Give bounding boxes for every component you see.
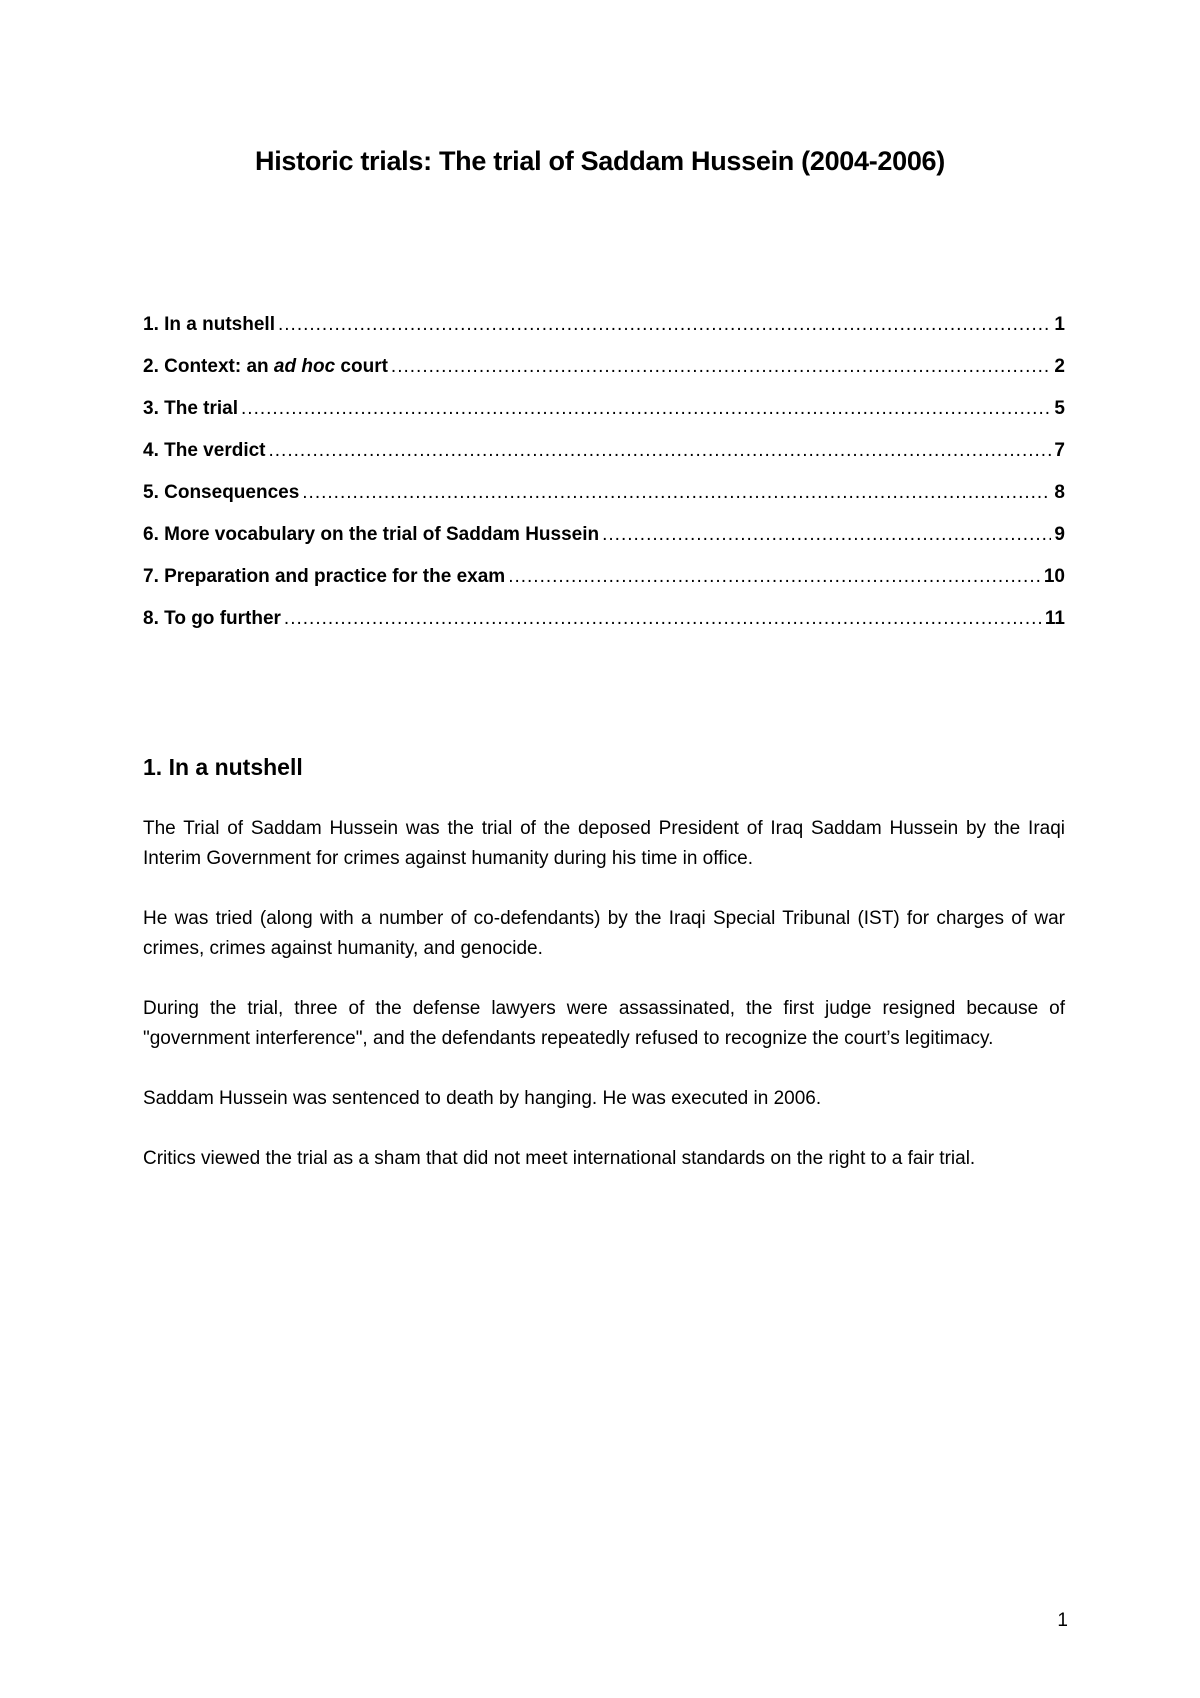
toc-entry-preparation[interactable] bbox=[143, 566, 1065, 608]
toc-entry-label: 5. Consequences bbox=[143, 482, 300, 503]
toc-entry-page: 8 bbox=[1054, 482, 1065, 503]
toc-entry-label: 6. More vocabulary on the trial of Saddam Hussein bbox=[143, 524, 600, 545]
toc-entry-to-go-further[interactable] bbox=[143, 608, 1065, 650]
toc-entry-consequences[interactable] bbox=[143, 482, 1065, 524]
toc-entry-label: 7. Preparation and practice for the exam bbox=[143, 566, 506, 587]
paragraph: During the trial, three of the defense lawyers were assassinated, the first judge resigned because of "government interference", and the defendants repeatedly refused to recognize the court’s legitimacy. bbox=[143, 998, 1065, 1049]
page-number: 1 bbox=[1057, 1610, 1068, 1631]
toc-entry-page: 7 bbox=[1054, 440, 1065, 461]
toc-dot-leader bbox=[602, 524, 1051, 546]
paragraph: Saddam Hussein was sentenced to death by hanging. He was executed in 2006. bbox=[143, 1088, 822, 1109]
toc-entry-label: 8. To go further bbox=[143, 608, 281, 629]
toc-entry-label: 1. In a nutshell bbox=[143, 314, 275, 335]
toc-entry-the-trial[interactable] bbox=[143, 398, 1065, 440]
toc-entry-the-verdict[interactable] bbox=[143, 440, 1065, 482]
toc-entry-page: 1 bbox=[1054, 314, 1065, 335]
document-title: Historic trials: The trial of Saddam Hussein (2004-2006) bbox=[255, 146, 945, 176]
toc-entry-label: 4. The verdict bbox=[143, 440, 266, 461]
toc-dot-leader bbox=[302, 482, 1051, 504]
toc-dot-leader bbox=[269, 440, 1052, 462]
section-heading-in-a-nutshell: 1. In a nutshell bbox=[143, 754, 303, 780]
toc-dot-leader bbox=[278, 314, 1051, 336]
section-body bbox=[143, 814, 1065, 1204]
toc-entry-page: 11 bbox=[1044, 608, 1065, 629]
toc-entry-page: 2 bbox=[1054, 356, 1065, 377]
toc-dot-leader bbox=[284, 608, 1042, 630]
toc-entry-more-vocabulary[interactable] bbox=[143, 524, 1065, 566]
paragraph: The Trial of Saddam Hussein was the trial of the deposed President of Iraq Saddam Hussein by the Iraqi Interim Government for crimes against humanity during his time in office. bbox=[143, 818, 1065, 869]
paragraph: Critics viewed the trial as a sham that did not meet international standards on the right to a fair trial. bbox=[143, 1148, 976, 1169]
paragraph: He was tried (along with a number of co-defendants) by the Iraqi Special Tribunal (IST) for charges of war crimes, crimes against humanity, and genocide. bbox=[143, 908, 1065, 959]
toc-entry-page: 10 bbox=[1043, 566, 1065, 587]
toc-entry-label: 3. The trial bbox=[143, 398, 239, 419]
toc-entry-page: 5 bbox=[1054, 398, 1065, 419]
toc-entry-in-a-nutshell[interactable] bbox=[143, 314, 1065, 356]
toc-dot-leader bbox=[241, 398, 1051, 420]
toc-entry-page: 9 bbox=[1054, 524, 1065, 545]
toc-entry-label: 2. Context: an ad hoc court bbox=[143, 356, 388, 377]
table-of-contents bbox=[143, 314, 1065, 650]
toc-dot-leader bbox=[508, 566, 1041, 588]
toc-dot-leader bbox=[391, 356, 1052, 378]
toc-entry-context[interactable] bbox=[143, 356, 1065, 398]
